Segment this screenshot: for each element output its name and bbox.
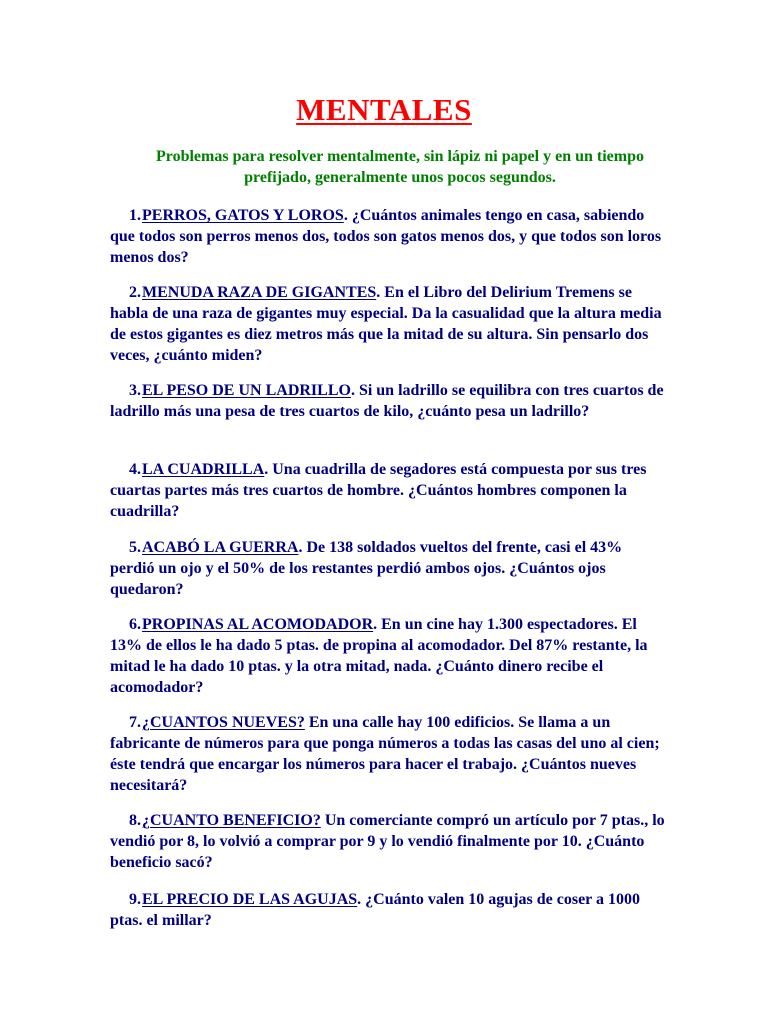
problem-item-9 [110,889,665,931]
problem-text: . De 138 soldados vueltos del frente, casi el 43% perdió un ojo y el 50% de los restantes perdió ambos ojos. ¿Cuántos ojos quedaron? [110,539,623,598]
problem-title: MENUDA RAZA DE GIGANTES [142,284,377,301]
problem-number: 1. [129,207,141,224]
problem-number: 7. [129,714,141,731]
problem-number: 4. [129,461,141,478]
problem-text: . ¿Cuánto valen 10 agujas de coser a 1000 ptas. el millar? [110,891,640,929]
problem-text: . En un cine hay 1.300 espectadores. El 13% de ellos le ha dado 5 ptas. de propina al acomodador. Del 87% restante, la mitad le ha dado 10 ptas. y la otra mitad, nada. ¿Cuánto dinero recibe el acomodador? [110,616,648,696]
problem-title: LA CUADRILLA [142,461,265,478]
problem-item-1 [110,205,665,268]
problem-number: 9. [129,891,141,908]
problem-text: En una calle hay 100 edificios. Se llama a un fabricante de números para que ponga números a todas las casas del uno al cien; éste tendrá que encargar los números para hacer el trabajo. ¿Cuántos nueves necesitará? [110,714,660,794]
problem-number: 8. [129,812,141,829]
page-subtitle: Problemas para resolver mentalmente, sin lápiz ni papel y en un tiempo prefijado, generalmente unos pocos segundos. [156,148,644,186]
problem-item-4 [110,459,665,522]
problem-item-2 [110,282,665,366]
problem-number: 5. [129,539,141,556]
problem-title: ¿CUANTOS NUEVES? [142,714,305,731]
problem-text: Un comerciante compró un artículo por 7 ptas., lo vendió por 8, lo volvió a comprar por 9 y lo vendió finalmente por 10. ¿Cuánto beneficio sacó? [110,812,665,871]
problem-title: EL PRECIO DE LAS AGUJAS [142,891,358,908]
problem-text: . Una cuadrilla de segadores está compuesta por sus tres cuartas partes más tres cuartos de hombre. ¿Cuántos hombres componen la cuadrilla? [110,461,647,520]
problem-title: ACABÓ LA GUERRA [142,539,299,556]
problem-number: 3. [129,382,141,399]
problem-text: . Si un ladrillo se equilibra con tres cuartos de ladrillo más una pesa de tres cuartos de kilo, ¿cuánto pesa un ladrillo? [110,382,664,420]
problem-number: 2. [129,284,141,301]
problem-item-7 [110,712,665,796]
problem-title: PERROS, GATOS Y LOROS [142,207,344,224]
problem-item-3 [110,380,665,422]
page-title: MENTALES [296,92,472,127]
problem-title: PROPINAS AL ACOMODADOR [142,616,374,633]
problem-item-6 [110,614,665,698]
problem-number: 6. [129,616,141,633]
problem-title: EL PESO DE UN LADRILLO [142,382,351,399]
problem-text: . En el Libro del Delirium Tremens se habla de una raza de gigantes muy especial. Da la casualidad que la altura media de estos gigantes es diez metros más que la mitad de su altura. Sin pensarlo dos veces, ¿cuánto miden? [110,284,662,364]
problem-text: . ¿Cuántos animales tengo en casa, sabiendo que todos son perros menos dos, todos son gatos menos dos, y que todos son loros menos dos? [110,207,662,266]
problem-item-5 [110,537,665,600]
problem-title: ¿CUANTO BENEFICIO? [142,812,321,829]
problem-item-8 [110,810,665,873]
